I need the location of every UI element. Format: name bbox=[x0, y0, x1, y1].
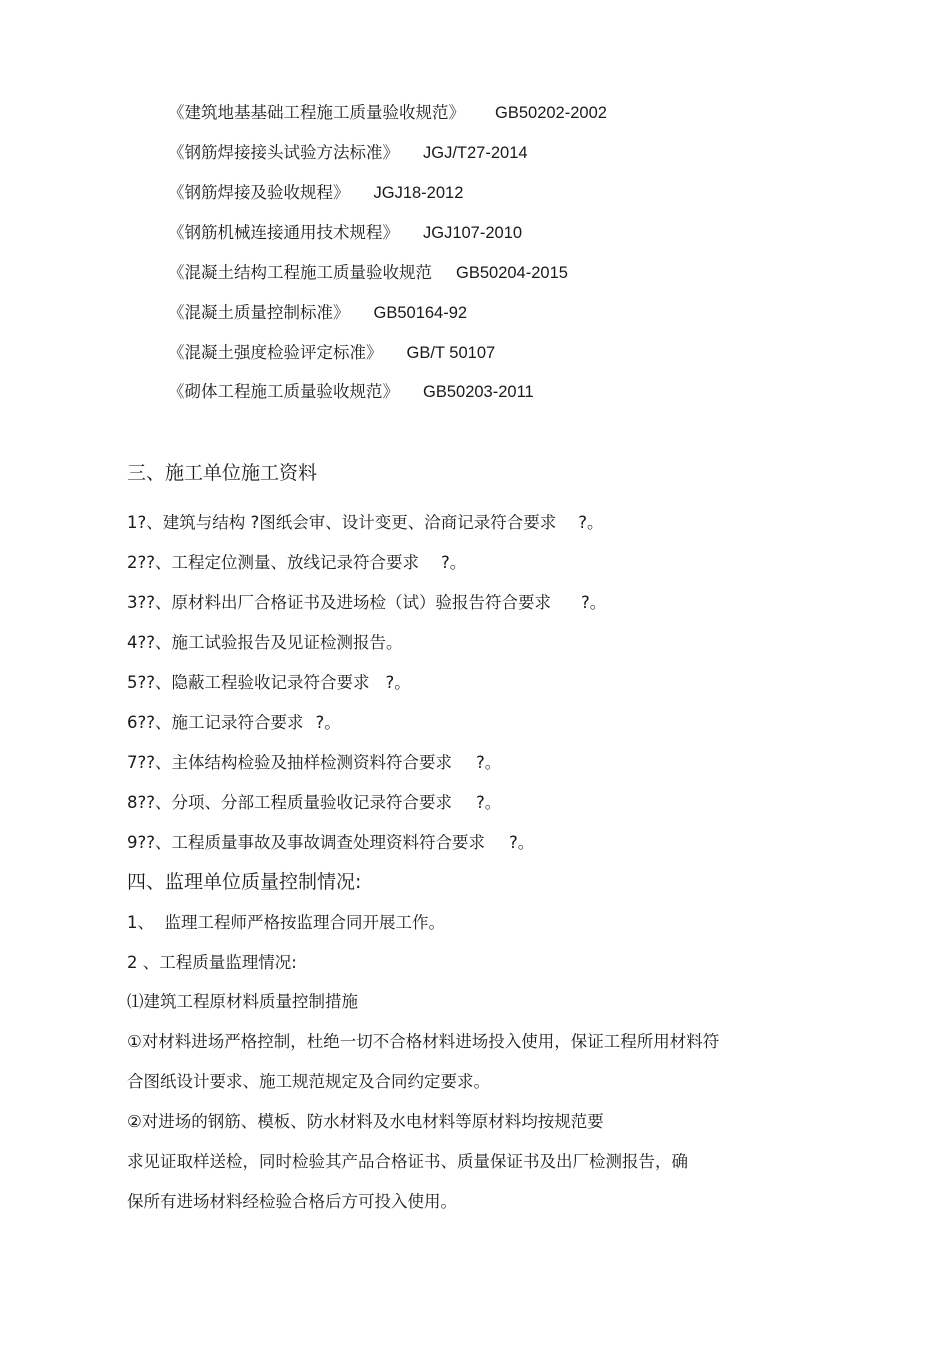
list-item-text: 1?、建筑与结构 ?图纸会审、设计变更、洽商记录符合要求 bbox=[127, 513, 557, 532]
list-item-text: 9??、工程质量事故及事故调查处理资料符合要求 bbox=[127, 833, 486, 852]
list-item-tail: ?。 bbox=[509, 833, 535, 852]
list-item bbox=[127, 752, 501, 774]
standard-title: 《混凝土强度检验评定标准》 bbox=[168, 343, 383, 362]
paragraph-line: 求见证取样送检，同时检验其产品合格证书、质量保证书及出厂检测报告，确 bbox=[127, 1152, 688, 1171]
list-item bbox=[127, 792, 501, 814]
paragraph-line: ②对进场的钢筋、模板、防水材料及水电材料等原材料均按规范要 bbox=[127, 1112, 604, 1131]
standard-code: GB50164-92 bbox=[373, 304, 468, 322]
paragraph-line: 1、 监理工程师严格按监理合同开展工作。 bbox=[127, 913, 445, 932]
standard-line bbox=[168, 262, 568, 284]
list-item-text: 4??、施工试验报告及见证检测报告。 bbox=[127, 633, 403, 652]
standard-line bbox=[168, 381, 534, 403]
standard-code: JGJ18-2012 bbox=[373, 184, 464, 202]
list-item-text: 5??、隐蔽工程验收记录符合要求 bbox=[127, 673, 370, 692]
list-item bbox=[127, 832, 534, 854]
list-item-tail: ?。 bbox=[578, 513, 604, 532]
paragraph-line: 合图纸设计要求、施工规范规定及合同约定要求。 bbox=[127, 1072, 490, 1091]
paragraph-line: ⑴建筑工程原材料质量控制措施 bbox=[127, 992, 358, 1011]
standard-title: 《砌体工程施工质量验收规范》 bbox=[168, 382, 399, 401]
paragraph-line: ①对材料进场严格控制，杜绝一切不合格材料进场投入使用，保证工程所用材料符 bbox=[127, 1032, 720, 1051]
list-item-tail: ?。 bbox=[441, 553, 467, 572]
section-heading: 四、监理单位质量控制情况: bbox=[127, 871, 362, 893]
list-item-tail: ?。 bbox=[581, 593, 607, 612]
list-item-text: 8??、分项、分部工程质量验收记录符合要求 bbox=[127, 793, 453, 812]
standard-title: 《钢筋焊接接头试验方法标准》 bbox=[168, 143, 399, 162]
list-item-tail: ?。 bbox=[315, 713, 341, 732]
standard-line bbox=[168, 342, 495, 364]
list-item bbox=[127, 512, 604, 534]
standard-line bbox=[168, 302, 467, 324]
paragraph-line: 保所有进场材料经检验合格后方可投入使用。 bbox=[127, 1192, 457, 1211]
standard-title: 《钢筋机械连接通用技术规程》 bbox=[168, 223, 399, 242]
standard-code: GB50202-2002 bbox=[495, 104, 607, 122]
standard-line bbox=[168, 102, 607, 124]
list-item-tail: ?。 bbox=[476, 753, 502, 772]
standard-title: 《混凝土质量控制标准》 bbox=[168, 303, 350, 322]
standard-code: GB50203-2011 bbox=[423, 383, 534, 401]
standard-title: 《钢筋焊接及验收规程》 bbox=[168, 183, 350, 202]
list-item-tail: ?。 bbox=[385, 673, 411, 692]
list-item-text: 7??、主体结构检验及抽样检测资料符合要求 bbox=[127, 753, 453, 772]
paragraph-line: 2 、工程质量监理情况: bbox=[127, 953, 297, 972]
standard-title: 《建筑地基基础工程施工质量验收规范》 bbox=[168, 103, 465, 122]
standard-code: JGJ/T27-2014 bbox=[423, 144, 528, 162]
list-item-text: 3??、原材料出厂合格证书及进场检（试）验报告符合要求 bbox=[127, 593, 552, 612]
list-item bbox=[127, 672, 411, 694]
standard-title: 《混凝土结构工程施工质量验收规范 bbox=[168, 263, 432, 282]
standard-code: GB/T 50107 bbox=[406, 344, 496, 362]
list-item-tail: ?。 bbox=[476, 793, 502, 812]
standard-code: JGJ107-2010 bbox=[423, 224, 523, 242]
section-heading: 三、施工单位施工资料 bbox=[127, 462, 318, 484]
list-item-text: 2??、工程定位测量、放线记录符合要求 bbox=[127, 553, 420, 572]
list-item bbox=[127, 592, 606, 614]
standard-line bbox=[168, 222, 522, 244]
standard-line bbox=[168, 182, 463, 204]
list-item bbox=[127, 552, 466, 574]
list-item bbox=[127, 712, 341, 734]
standard-line bbox=[168, 142, 528, 164]
list-item-text: 6??、施工记录符合要求 bbox=[127, 713, 304, 732]
list-item bbox=[127, 632, 403, 654]
standard-code: GB50204-2015 bbox=[456, 264, 568, 282]
